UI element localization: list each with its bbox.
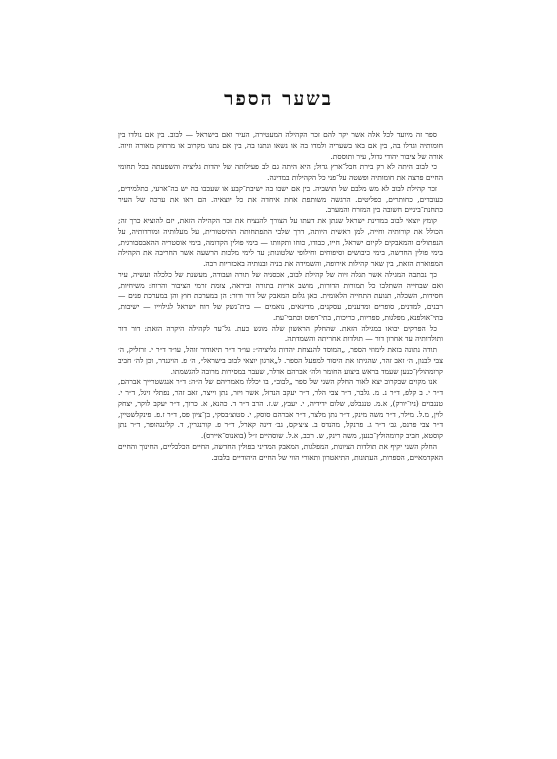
paragraph: כל הפרקים יבואו במגילה הזאת. שהחלק הראשון שלה מוגש כעת. גל־עד לקהילה היקרה הזאת: דור דור ותולדותיה עד אחרון דור — תולדות אחריתה והשמדתה. (118, 323, 443, 344)
paragraph: כי לבוב היתה לא רק בירת חבל־ארץ גדול; היא היתה גם לב פעילותה של יהדות גליציה והשפעתה בכל תחומי החיים פרצה את חומותיה ופשטה על־פני כל הקהילות במדינה. (118, 162, 443, 182)
paragraph: קומץ יוצאי לבוב במדינת ישראל שנתן את דעתו על הצורך להנציח את זכר הקהילה הזאת, יזם להוציא כרך זה; הכולל את קורותיה וחייה, למן ראשית היותה, דרך שלבי התפתחותה ההיסטורית, על מעלותיה ומורדותיה, על הנפתולים והמאבקים לקיום ישראל, חייו, כבודו, כוחו ותקוותו — בימי פולין הקדומה, בימי אוסטריה ההאבסבורגית, בימי פולין החדשה, בימי כיבושים וסיפוחים וחילופי שלטונות; עד לימי מלכות הרשעה אשר החריבה את הקהילה המפוארת הזאת, בין שאר קהילות אירופה, והשמידה את בניה ובנותיה באכזריות רבה. (118, 216, 443, 268)
paragraph: ספר זה מיועד לכל אלה אשר יקר להם זכר הקהילה המעטירה, העיר ואם בישראל — לבוב. בין אם נולדו בין חומותיה וגדלו בה, בין אם באו בשעריה ולמדו בה או נשאו ונתנו בה, בין אם נתנו מקרוב או מרחוק מאורה וזיוה. אורה של ציבור יהודי גדול, עיר ותוססת. (118, 130, 443, 161)
paragraph: זכר קהילת לבוב לא מש מלבם של תושביה. בין אם ישבו בה ישיבת־קבע או שעכבו בה יש בה־ארעי, כתלמידים, כעובדים, כחותרים, כפליטים. הרגשה משותפת אחת איחדה את כל יוצאיה. הם ראו את ערכה של העיר כתחנת־ביניים חשובה בין המזרח והמערב. (118, 183, 443, 215)
paragraph: אנו מקוים שבקרוב יצא לאור החלק השני של ספר „לבוב״, בו יכללו מאמריהם של ה״ה: ד״ר אנגשטרייך אברהם, ד״ר י. ב קלפ, ד״ר נ. מ. גלבר, ד״ר צבי הלר, ד״ר יעקב הנדזל, אשר ויזר, נתן וייצר, זאב זהר, נפתלי זיגל, ד״ר י. טננבוים (ניו־יורק), א.מ. טננבלט, שלום ידידיה, י. יעבץ, ש.ז. הרב ד״ר ד. כהנא, א. כרוך, ד״ר יעקב לוקר, יצחק לוין, מ.ל. מילר, ד״ר משה מינק, ד״ר נתן מלצר, ד״ר אברהם סוסק, י. סטוצ׳בסקי, בן־ציון פס, ד״ר ז.פ. פינקלשטיין, ד״ר צבי פרנס, גב׳ ד״ר ג. פרנקל, מהנדס ב. צ׳צ׳קס, גב׳ דינה קארל, ד״ר פ. קורנגרין, ד. קלינגהופר, ד״ר נתן קוסטא, חביב קרומהולץ־כנען, משה רינק, ש. רכב, א.ל. שוסהיים ז״ל (בואנוס־איירס). (118, 377, 443, 440)
body-text (118, 130, 443, 463)
page-title: בשער הספר (224, 88, 333, 110)
paragraph: תודה נתונה בזאת לימוזי הספר, „המוסד להנצחת יהדות גליציה״: עו״ד ד״ר תיאודור זוהל, עו״ד ד״ר י. זרזליק, ה׳ צבי לבנון, ה׳ זאב זהר, שהגיתו את היסוד למפעל הספר. ל„ארגון יוצאי לבוב בישראל״, ה׳ פ. הויגנדר, וכן לה׳ חביב קרומהולץ־כנען שעמד בראש ביצוע החומר ולה׳ אברהם אדלר, שעבר במסירות מרובה להגשמתו. (118, 345, 443, 376)
paragraph: החלק השני יקיף את תולדות הציונות, המפלגות, המאבק המדיני בפולין החדשה, החיים הכלכליים, החינוך והחיים האקדמאיים, הספרות, העתונות, התיאטרון ותאורי הווי של החיים היהודיים בלבוב. (118, 441, 443, 462)
paragraph: כך נכתבה המגילה אשר תגלה זיוה של קהילת לבוב, אכסניה של תורה ועבודה, מעשנת של כלכלה ועשיה, עיר ואם שבחייה השתלבו כל תמורות הדורות, מושב אריות בתורה וביראה, צומת זרמי הציבור והרוח: משיחיות, חסידות, השכלה, תנועת התחייה הלאומית. כאן גלום המאבק של דור ודור: הן במערכת חוץ והן במערכת פנים — רבנים, למדנים, סופרים ומדענים, עסקנים, מדינאים, נואמים — בית־נשק של רוח ישראל לגילוייו — ישיבות, בתי־אולפנא, מפלגות, ספריות, כריכות, בתי־דפוס וכתבי־עת. (118, 269, 443, 322)
